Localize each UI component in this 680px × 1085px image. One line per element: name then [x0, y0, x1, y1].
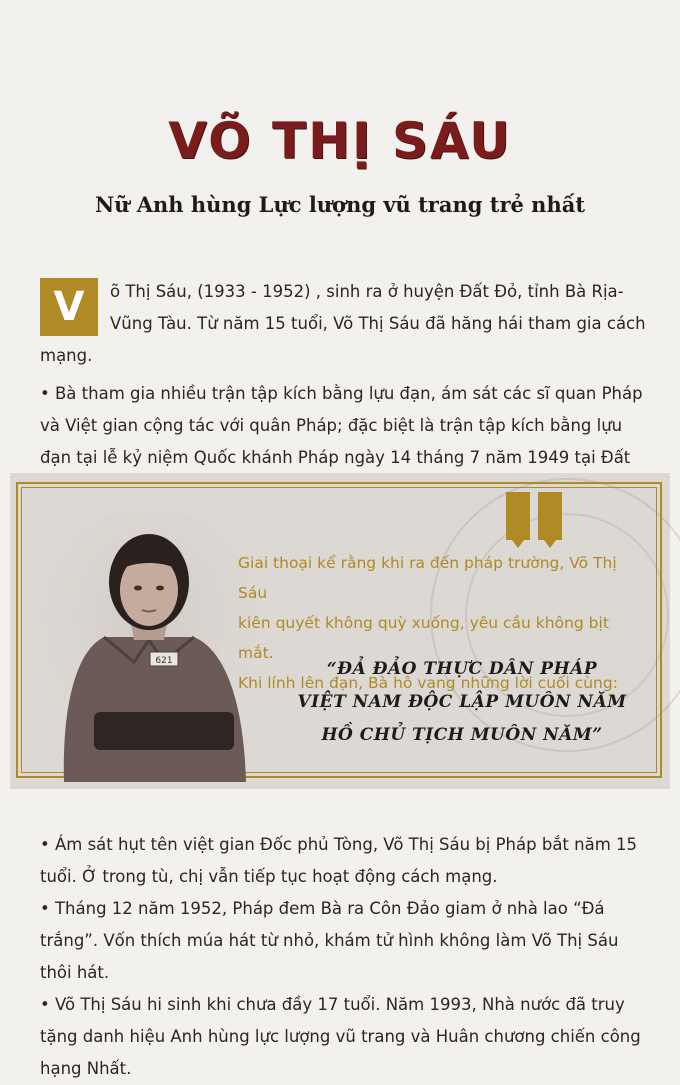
bullet-item: • Võ Thị Sáu hi sinh khi chưa đầy 17 tuổi. Năm 1993, Nhà nước đã truy tặng danh hiệu Anh hùng lực lượng vũ trang và Huân chương chiến công hạng Nhất.: [40, 995, 641, 1078]
dropcap: V: [40, 278, 98, 336]
page-subtitle: Nữ Anh hùng Lực lượng vũ trang trẻ nhất: [94, 192, 586, 217]
slogan-line: “ĐẢ ĐẢO THỰC DÂN PHÁP: [326, 659, 598, 679]
quote-line: Khi lính lên đạn, Bà hô vang những lời cuối cùng:: [238, 674, 618, 692]
bottom-section: [40, 829, 652, 1085]
bullet-item: • Tháng 12 năm 1952, Pháp đem Bà ra Côn Đảo giam ở nhà lao “Đá trắng”. Vốn thích múa hát từ nhỏ, khám tử hình không làm Võ Thị Sáu thôi hát.: [40, 899, 619, 982]
intro-section: [40, 276, 650, 506]
photo-number-tag: 621: [155, 656, 173, 666]
slogan: [292, 653, 632, 752]
quote-line: Giai thoại kể rằng khi ra đến pháp trường, Võ Thị Sáu: [238, 554, 617, 602]
bullet-item: • Ám sát hụt tên việt gian Đốc phủ Tòng, Võ Thị Sáu bị Pháp bắt năm 15 tuổi. Ở trong tù, chị vẫn tiếp tục hoạt động cách mạng.: [40, 835, 638, 886]
page-title: VÕ THỊ SÁU: [168, 112, 512, 170]
intro-bullet: • Bà tham gia nhiều trận tập kích bằng lựu đạn, ám sát các sĩ quan Pháp và Việt gian cộng tác với quân Pháp; đặc biệt là trận tập kích bằng lựu đạn tại lễ kỷ niệm Quốc khánh Pháp ngày 14 tháng 7 năm 1949 tại Đất: [40, 384, 643, 467]
portrait-photo: [34, 512, 264, 782]
quote-mark-icon: [538, 492, 562, 540]
slogan-line: HỒ CHỦ TỊCH MUÔN NĂM”: [321, 725, 603, 745]
quote-line: kiên quyết không quỳ xuống, yêu cầu không bịt mắt.: [238, 614, 609, 662]
quote-mark-icon: [506, 492, 530, 540]
intro-paragraph: õ Thị Sáu, (1933 - 1952) , sinh ra ở huyện Đất Đỏ, tỉnh Bà Rịa-Vũng Tàu. Từ năm 15 tuổi, Võ Thị Sáu đã hăng hái tham gia cách mạng.: [40, 282, 646, 365]
slogan-line: VIỆT NAM ĐỘC LẬP MUÔN NĂM: [297, 692, 627, 712]
